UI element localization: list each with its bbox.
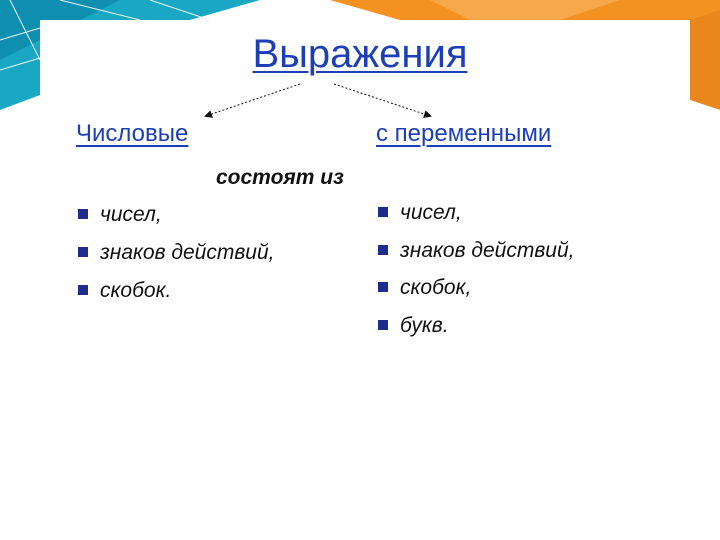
- heading-numeric: Числовые: [76, 120, 189, 147]
- heading-with-variables: с переменными: [376, 120, 552, 147]
- connector-label: состоят из: [216, 166, 344, 189]
- list-item-text: чисел,: [100, 203, 162, 226]
- square-bullet-icon: [378, 245, 388, 255]
- variable-items-list: [376, 196, 575, 346]
- square-bullet-icon: [378, 207, 388, 217]
- list-item-text: чисел,: [400, 201, 462, 224]
- list-item: [76, 274, 275, 312]
- list-item-text: скобок.: [100, 279, 172, 302]
- list-item: [376, 271, 575, 309]
- list-item-text: знаков действий,: [400, 238, 575, 262]
- numeric-items-list: [76, 198, 275, 312]
- square-bullet-icon: [78, 285, 88, 295]
- arrow-left: [206, 84, 300, 116]
- square-bullet-icon: [378, 282, 388, 292]
- arrow-right: [334, 84, 430, 116]
- list-item: [76, 198, 275, 236]
- list-item: [76, 236, 275, 274]
- list-item: [376, 196, 575, 234]
- list-item-text: знаков действий,: [100, 241, 275, 264]
- list-item-text: скобок,: [400, 276, 472, 299]
- list-item: [376, 309, 575, 347]
- list-item-text: букв.: [400, 313, 449, 337]
- slide-title: Выражения: [252, 32, 468, 76]
- square-bullet-icon: [78, 247, 88, 257]
- list-item: [376, 234, 575, 272]
- square-bullet-icon: [378, 320, 388, 330]
- square-bullet-icon: [78, 209, 88, 219]
